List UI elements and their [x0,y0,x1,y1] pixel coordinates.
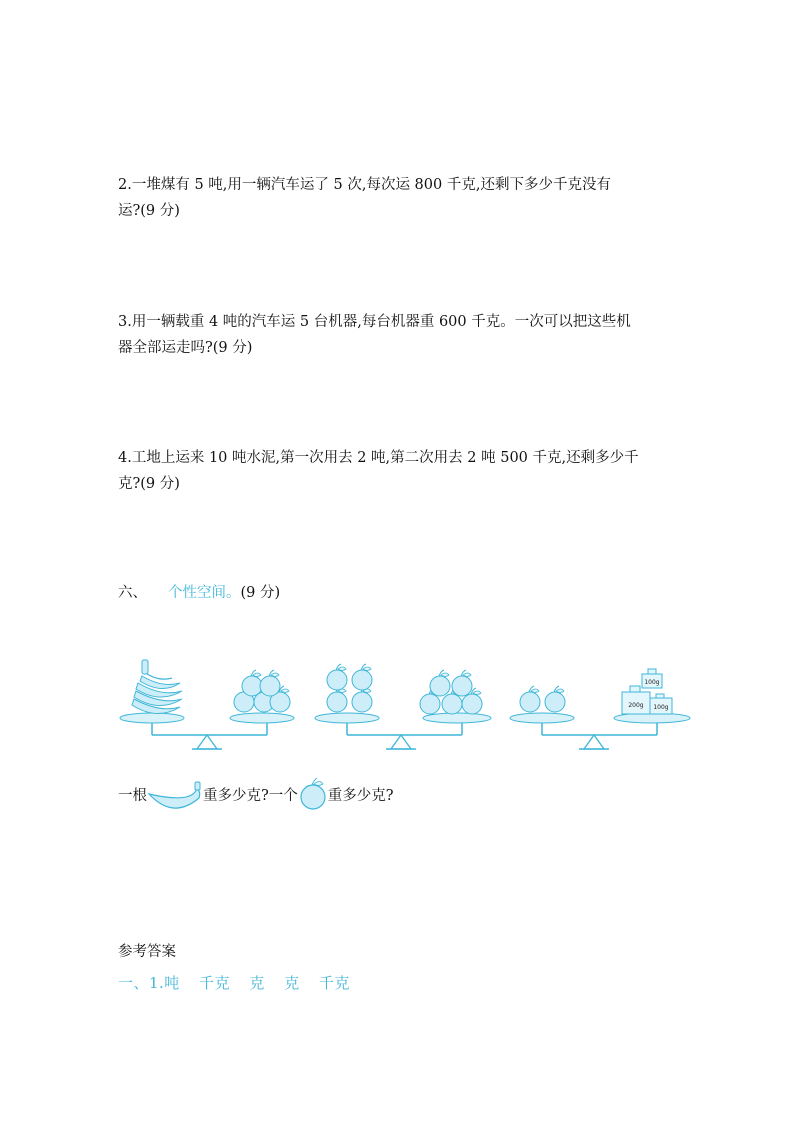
question-4-line-1: 4.工地上运来 10 吨水泥,第一次用去 2 吨,第二次用去 2 吨 500 千克,还剩多少千 [118,450,639,466]
answer-item: 千克 [199,974,231,992]
question-part-2: 重多少克?一个 [203,787,298,804]
apples-5-icon [234,670,290,712]
answers-title: 参考答案 [118,944,176,960]
section-number: 六、 [118,585,147,601]
answer-prefix: 一、1.吨 [118,974,180,992]
answers-line-1 [118,972,364,993]
banana-icon [147,774,203,814]
weights-icon [622,669,672,714]
section-title: 个性空间。 [168,585,241,601]
question-2-line-1: 2.一堆煤有 5 吨,用一辆汽车运了 5 次,每次运 800 千克,还剩下多少千克没有 [118,177,611,193]
answer-item: 克 [249,974,265,992]
apple-icon [298,776,328,812]
question-3-line-2: 器全部运走吗?(9 分) [118,340,253,356]
question-4 [118,445,678,497]
answer-item: 克 [284,974,300,992]
section-points: (9 分) [240,585,281,601]
question-4-line-2: 克?(9 分) [118,476,180,492]
balance-scale-3 [510,669,690,749]
apples-4-icon [327,664,372,712]
banana-bunch-icon [132,660,182,714]
question-part-1: 一根 [118,787,147,804]
weight-label-2: 200g [628,702,644,709]
scale-question [118,770,394,818]
weight-label-1: 100g [644,679,660,686]
question-2 [118,172,678,224]
balance-scale-2 [315,664,491,749]
section-6-heading [118,581,280,605]
apples-pile-icon [420,670,482,714]
balance-scales-illustration [112,650,692,762]
weight-label-3: 100g [653,704,669,711]
question-3-line-1: 3.用一辆载重 4 吨的汽车运 5 台机器,每台机器重 600 千克。一次可以把这些机 [118,314,631,330]
question-2-line-2: 运?(9 分) [118,203,180,219]
apples-2-icon [520,686,565,712]
answer-item: 千克 [318,974,350,992]
question-part-3: 重多少克? [327,787,394,804]
question-3 [118,309,678,361]
balance-scale-1 [120,660,294,749]
